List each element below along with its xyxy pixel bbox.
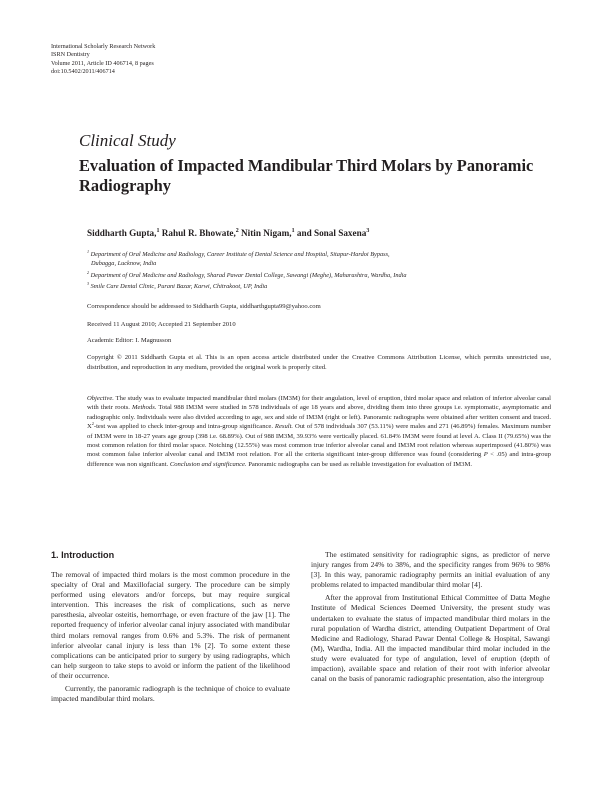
affiliation bbox=[87, 250, 557, 269]
journal-title: ISRN Dentistry bbox=[51, 51, 90, 59]
author-sup: 3 bbox=[366, 227, 370, 234]
affiliation-line: Smile Care Dental Clinic, Purani Bazar, Karwi, Chitrakoot, UP, India bbox=[90, 283, 268, 291]
chi-square-sup: 2 bbox=[91, 421, 94, 427]
author: and Sonal Saxena bbox=[296, 228, 367, 238]
right-column bbox=[311, 550, 550, 684]
abstract bbox=[87, 394, 551, 469]
affiliation bbox=[87, 271, 557, 280]
intro-paragraph: The removal of impacted third molars is the most common procedure in the specialty of Oral and Maxillofacial surgery. The procedure can be simply performed using elevators and/or forceps, but may require surgical intervention. This increases the risk of complications, such as nerve paresthesia, alveolar osteitis, hemorrhage, or even fracture of the jaw [1]. The reported frequency of inferior alveolar canal injury associated with mandibular third molars removal ranges from 0.6% and 5.3%. The risk of permanent inferior alveolar canal injury is less than 1% [2]. To some extent these complications can be anticipated prior to surgery by using radiographs, which can help surgeon to take steps to avoid or inform the patient of the likelihood of their occurrence. bbox=[51, 570, 290, 680]
affiliation-line: Dubagga, Lucknow, India bbox=[91, 260, 157, 268]
affiliation-num: 2 bbox=[87, 269, 90, 275]
abstract-label-conclusion: Conclusion and significance. bbox=[169, 460, 247, 468]
abstract-methods-cont: -test was applied to check inter-group and intra-group significance. bbox=[93, 423, 275, 431]
affiliation-num: 1 bbox=[87, 248, 90, 254]
abstract-result-end: < .05) and intra-group difference was non significant. bbox=[87, 451, 551, 468]
author: Nitin Nigam, bbox=[241, 228, 292, 238]
section-heading-introduction: 1. Introduction bbox=[51, 550, 115, 560]
body-paragraph: The estimated sensitivity for radiographic signs, as predictor of nerve injury ranges from 24% to 38%, and the specificity ranges from 96% to 98% [3]. In this way, panoramic radiography permits an initial evaluation of any problems related to impacted mandibular third molar [4]. bbox=[311, 550, 550, 590]
academic-editor: Academic Editor: I. Magnusson bbox=[87, 337, 172, 344]
journal-header bbox=[51, 43, 155, 77]
article-type: Clinical Study bbox=[79, 131, 176, 150]
abstract-result: Out of 578 individuals 307 (53.11%) were males and 271 (46.89%) females. Maximum number of IM3M were in 18-27 years age group (398 i.e. 68.89%). Out of 988 IM3M, 39.93% were vertically placed. 61.84% IM3M were found at level A. Class II (79.65%) was the most common relation for third molar space. Notching (12.55%) was most common true inferior alveolar canal and IM3M root relation whereas superimposed (41.80%) was most common false inferior alveolar canal and IM3M root relation. For all the criteria significant inter-group difference was found (considering bbox=[87, 423, 551, 459]
volume-info: Volume 2011, Article ID 406714, 8 pages bbox=[51, 59, 154, 67]
affiliations bbox=[87, 250, 557, 294]
left-column bbox=[51, 549, 290, 704]
author-sup: 1 bbox=[156, 227, 160, 234]
author-sup: 2 bbox=[235, 227, 239, 234]
affiliation-line: Department of Oral Medicine and Radiology, Career Institute of Dental Science and Hospital, Sitapur-Hardoi Bypass, bbox=[90, 251, 390, 258]
abstract-label-result: Result. bbox=[274, 423, 294, 431]
received-dates: Received 11 August 2010; Accepted 21 September 2010 bbox=[87, 321, 236, 328]
affiliation-line: Department of Oral Medicine and Radiology, Sharad Pawar Dental College, Sawangi (Meghe), Maharashtra, Wardha, India bbox=[90, 271, 407, 279]
correspondence: Correspondence should be addressed to Siddharth Gupta, siddharthgupta99@yahoo.com bbox=[87, 303, 321, 310]
journal-network: International Scholarly Research Network bbox=[51, 43, 156, 50]
body-paragraph: After the approval from Institutional Ethical Committee of Datta Meghe Institute of Medical Sciences Deemed University, the present study was undertaken to evaluate the status of impacted mandibular third molars in the rural population of Wardha district, attending Outpatient Department of Oral Medicine and Radiology, Sharad Pawar Dental College & Hospital, Sawangi (M), Wardha, India. All the impacted mandibular third molar included in the study were evaluated for type of angulation, level of eruption (depth of impaction), available space and relation of their root with inferior alveolar canal on the basis of panoramic radiographic presentation, also the intergroup bbox=[311, 593, 550, 684]
affiliation bbox=[87, 282, 557, 291]
abstract-label-objective: Objective. bbox=[87, 395, 114, 402]
author-list bbox=[87, 228, 369, 238]
intro-paragraph: Currently, the panoramic radiograph is the technique of choice to evaluate impacted mandibular third molars. bbox=[51, 684, 290, 704]
doi: doi:10.5402/2011/406714 bbox=[51, 68, 115, 76]
author: Rahul R. Bhowate, bbox=[161, 228, 236, 238]
abstract-conclusion: Panoramic radiographs can be used as reliable investigation for evaluation of IM3M. bbox=[246, 460, 472, 468]
abstract-objective: The study was to evaluate impacted mandibular third molars (IM3M) for their angulation, level of eruption, third molar space and relation of inferior alveolar canal with their roots. bbox=[87, 395, 551, 412]
abstract-label-methods: Methods. bbox=[132, 404, 157, 412]
author-sup: 1 bbox=[291, 227, 295, 234]
abstract-methods: Total 988 IM3M were studied in 578 individuals of age 18 years and above, dividing them into three groups i.e. symptomatic, asymptomatic and radiographic only. Individuals were also divided according to age, sex and side of IM3M (right or left). Panoramic radiographs were obtained after written consent and traced. X bbox=[87, 404, 551, 431]
article-title: Evaluation of Impacted Mandibular Third Molars by Panoramic Radiography bbox=[79, 156, 534, 195]
author: Siddharth Gupta, bbox=[87, 228, 157, 238]
affiliation-num: 3 bbox=[87, 281, 90, 287]
p-value-symbol: P bbox=[483, 451, 488, 459]
copyright-notice: Copyright © 2011 Siddharth Gupta et al. This is an open access article distributed under the Creative Commons Attribution License, which permits unrestricted use, distribution, and reproduction in any medium, provided the original work is properly cited. bbox=[87, 354, 551, 371]
